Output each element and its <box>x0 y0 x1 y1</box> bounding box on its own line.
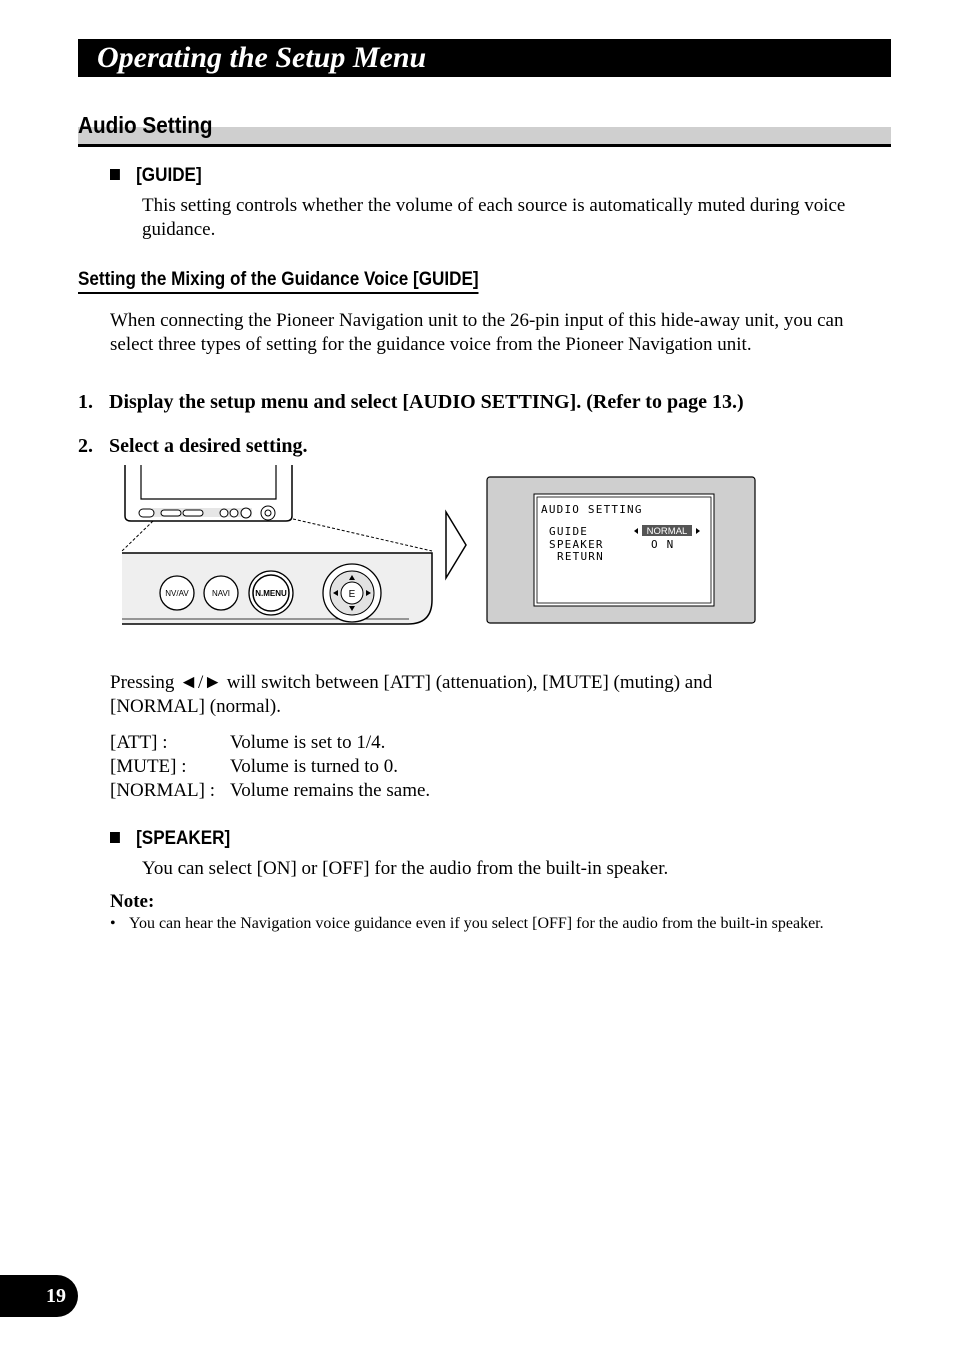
display-screen <box>487 477 755 623</box>
subsection-intro: When connecting the Pioneer Navigation unit to the 26-pin input of this hide-away unit, you can select three types of setting for the guidance voice from the Pioneer Navigation unit. <box>110 310 844 355</box>
speaker-description: You can select [ON] or [OFF] for the audio from the built-in speaker. <box>142 858 669 879</box>
screen-speaker-value: O N <box>651 538 675 551</box>
note-heading: Note: <box>110 891 155 912</box>
definition-value: Volume is turned to 0. <box>230 756 399 777</box>
step-text: Display the setup menu and select [AUDIO SETTING]. (Refer to page 13.) <box>109 391 744 413</box>
nmenu-button-label: N.MENU <box>255 589 287 598</box>
joystick-control <box>323 564 381 622</box>
definition-key: [NORMAL] : <box>110 780 216 801</box>
navi-button-label: NAVI <box>211 589 231 598</box>
zoom-line-right <box>293 519 432 551</box>
step-number: 2. <box>78 435 93 457</box>
screen-title: AUDIO SETTING <box>541 503 643 516</box>
definition-key: [ATT] : <box>110 732 168 753</box>
page-title: Operating the Setup Menu <box>97 41 427 74</box>
definitions-list <box>110 731 430 803</box>
guide-heading-label: [GUIDE] <box>136 165 202 186</box>
subsection-title: Setting the Mixing of the Guidance Voice [GUIDE] <box>78 269 479 294</box>
screen-guide-value: NORMAL <box>646 526 688 537</box>
guide-description: This setting controls whether the volume of each source is automatically muted during voice guidance. <box>142 195 846 240</box>
nvav-button <box>160 576 194 610</box>
definition-value: Volume remains the same. <box>230 780 431 801</box>
note-bullet-item <box>110 914 870 934</box>
speaker-heading-label: [SPEAKER] <box>136 828 231 849</box>
page-number-tab <box>0 1275 78 1317</box>
definition-att <box>110 731 430 755</box>
page-number: 19 <box>46 1285 66 1307</box>
section-title: Audio Setting <box>78 112 213 138</box>
step-number: 1. <box>78 391 93 413</box>
speaker-heading <box>110 828 230 850</box>
bullet-icon: • <box>110 915 116 932</box>
definition-mute <box>110 755 430 779</box>
nvav-button-label: NV/AV <box>165 589 189 598</box>
definition-key: [MUTE] : <box>110 756 187 777</box>
zoom-line-left <box>122 521 153 551</box>
monitor-unit <box>125 465 292 521</box>
square-bullet-icon <box>110 832 120 843</box>
screen-item-guide: GUIDE <box>549 525 589 538</box>
pressing-text: Pressing ◄/► will switch between [ATT] (attenuation), [MUTE] (muting) and [NORMAL] (normal). <box>110 672 713 717</box>
step-text: Select a desired setting. <box>109 435 308 457</box>
navi-button <box>204 576 238 610</box>
definition-normal <box>110 779 430 803</box>
screen-item-return: RETURN <box>557 550 604 563</box>
nmenu-button <box>249 571 293 615</box>
enter-button-label: E <box>348 589 356 600</box>
note-text: You can hear the Navigation voice guidance even if you select [OFF] for the audio from the built-in speaker. <box>129 915 824 932</box>
definition-value: Volume is set to 1/4. <box>230 732 386 753</box>
screen-item-speaker: SPEAKER <box>549 538 604 551</box>
pointer-arrow-icon <box>446 512 466 578</box>
